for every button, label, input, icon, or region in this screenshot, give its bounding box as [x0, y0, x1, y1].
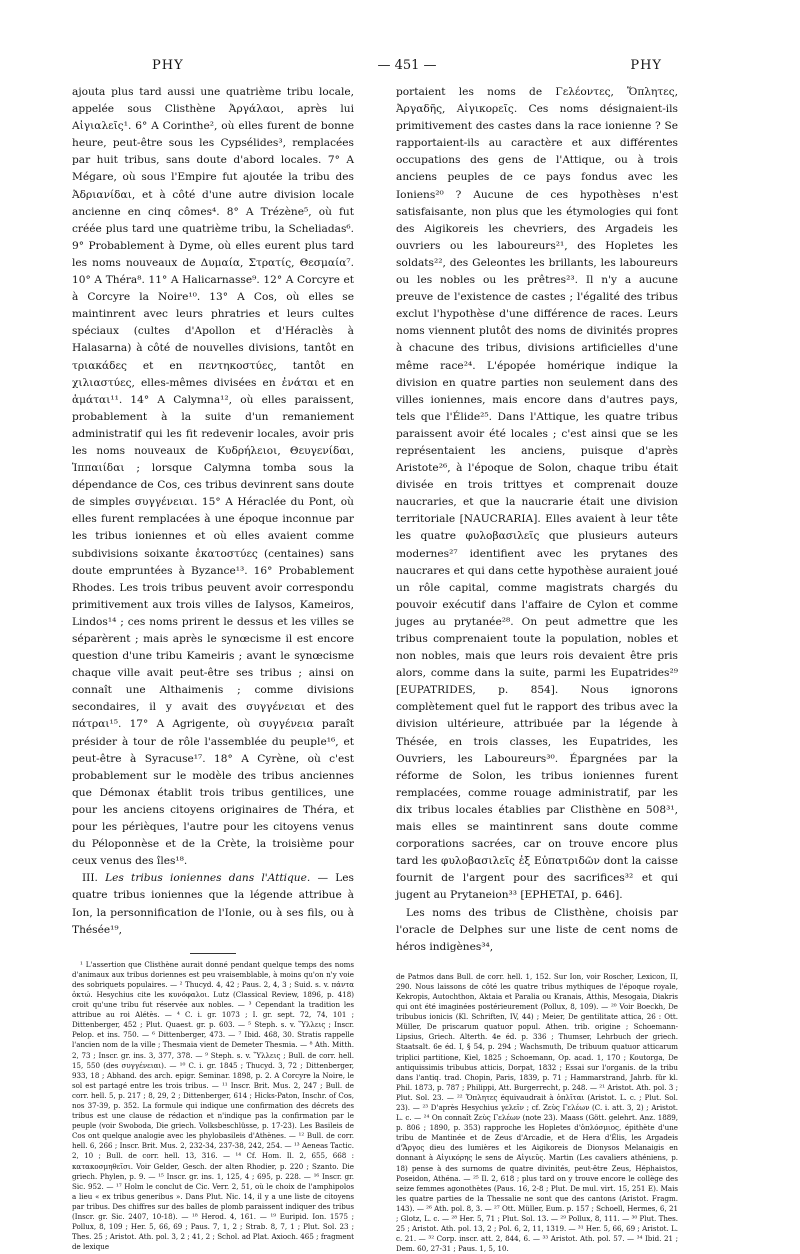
left-footnotes-text: ¹ L'assertion que Clisthène aurait donné pendant quelque temps des noms d'animaux aux tribus doriennes est peu vraisemblable, à moins qu'on n'y voie des sobriquets populaires. — ² Thucyd. 4, 42 ; Paus. 2, 4, 3 ; Suid. s. v. πάντα ὀκτώ. Hesychius cite les κυνόφαλοι. Lutz (Classical Review, 1896, p. 418) croit qu'une tribu fut réservée aux nobles. — ³ Cependant la tradition les attribue au roi Alétès. — ⁴ C. i. gr. 1073 ; I. gr. sept. 72, 74, 101 ; Dittenberger, 452 ; Plut. Quaest. gr. p. 603. — ⁵ Steph. s. v. Ὕλλεις ; Inscr. Pelop. et ins. 750. — ⁶ Dittenberger, 473. — ⁷ Ibid. 468, 30. Stratis rappelle l'ancien nom de la ville ; Thesmaia vient de Demeter Thesmia. — ⁸ Ath. Mitth. 2, 73 ; Inscr. gr. ins. 3, 377, 378. — ⁹ Steph. s. v. Ὕλλεις ; Bull. de corr. hell. 15, 550 (des συγγένειαι). — ¹⁰ C. i. gr. 1845 ; Thucyd. 3, 72 ; Dittenberger, 933, 18 ; Abhand. des arch. epigr. Seminar. 1898, p. 2. A Corcyre la Noire, le sol est partagé entre les trois tribus. — ¹¹ Inscr. Brit. Mus. 2, 247 ; Bull. de corr. hell. 5, p. 217 ; 8, 29, 2 ; Dittenberger, 614 ; Hicks-Paton, Inschr. of Cos, nos 37-39, p. 352. La formule qui indique une confirmation des décrets des tribus est une clause de rédaction et n'indique pas la confirmation par le peuple (voir Swoboda, Die griech. Volksbeschlüsse, p. 17-23). Les Basileis de Cos ont quelque analogie avec les phylobasileis d'Athènes. — ¹² Bull. de corr. hell. 6, 266 ; Inscr. Brit. Mus. 2, 232-34, 237-38, 242, 254. — ¹³ Aeneas Tactic. 2, 10 ; Bull. de corr. hell. 13, 316. — ¹⁴ Cf. Hom. Il. 2, 655, 668 : κατακοσμηθεῖσι. Voir Gelder, Gesch. der alten Rhodier, p. 220 ; Szanto. Die griech. Phylen, p. 9. — ¹⁵ Inscr. gr. ins. 1, 125, 4 ; 695, p. 228. — ¹⁶ Inscr. gr. Sic. 952. — ¹⁷ Holm le conclut de Cic. Verr. 2, 51, où le choix de l'amphipolos a lieu « ex tribus generibus ». Dans Plut. Nic. 14, il y a une liste de citoyens par tribus. Des chiffres sur des balles de plomb paraissent indiquer des tribus (Inscr. gr. Sic. 2407, 10-18). — ¹⁸ Herod. 4, 161. — ¹⁹ Euripid. Ion. 1575 ; Pollux, 8, 109 ; Her. 5, 66, 69 ; Paus. 7, 1, 2 ; Strab. 8, 7, 1 ; Plut. Sol. 23 ; Thes. 25 ; Aristot. Ath. pol. 3, 2 ; 41, 2 ; Schol. ad Plat. Axioch. 465 ; fragment de lexique: [72, 959, 354, 1252]
right-column: [396, 84, 678, 1254]
header-left-entry: PHY: [152, 58, 184, 73]
footnote-divider: [190, 953, 236, 954]
left-column: [72, 84, 354, 1252]
left-body-text: [72, 84, 354, 939]
page-number: — 451 —: [377, 58, 437, 73]
section-numeral: III.: [82, 872, 98, 885]
right-paragraph-2: Les noms des tribus de Clisthène, choisis par l'oracle de Delphes sur une liste de cent noms de héros indigènes³⁴,: [396, 906, 678, 953]
left-paragraph-2: — Les quatre tribus ioniennes que la légende attribue à Ion, la personnification de l'Ionie, ou à ses fils, ou à Thésée¹⁹,: [72, 872, 354, 936]
section-heading-line: [72, 870, 354, 938]
left-paragraph-1: ajouta plus tard aussi une quatrième tribu locale, appelée sous Clisthène Ἀργάλαοι, après lui Αἰγιαλεῖς¹. 6° A Corinthe², où elles furent de bonne heure, peut-être sous les Cypsélides³, remplacées par huit tribus, sans doute d'abord locales. 7° A Mégare, où sous l'Empire fut ajoutée la tribu des Ἀδριανίδαι, et à côté d'une autre division locale ancienne en cinq cômes⁴. 8° A Trézène⁵, où fut créée plus tard une quatrième tribu, la Scheliadas⁶. 9° Probablement à Dyme, où elles eurent plus tard les noms nouveaux de Δυμαία, Στρατίς, Θεσμαία⁷. 10° A Théra⁸. 11° A Halicarnasse⁹. 12° A Corcyre et à Corcyre la Noire¹⁰. 13° A Cos, où elles se maintinrent avec leurs phratries et leurs cultes spéciaux (cultes d'Apollon et d'Héraclès à Halasarna) à côté de nouvelles divisions, tantôt en τριακάδες et en πεντηκοστύες, tantôt en χιλιαστύες, elles-mêmes divisées en ἐνάται et en ἁμάται¹¹. 14° A Calymna¹², où elles paraissent, probablement à la suite d'un remaniement administratif qui les fit redevenir locales, avoir pris les noms nouveaux de Κυδρήλειοι, Θευγενίδαι, Ἱππαιίδαι ; lorsque Calymna tomba sous la dépendance de Cos, ces tribus devinrent sans doute de simples συγγένειαι. 15° A Héraclée du Pont, où elles furent remplacées à une époque inconnue par les tribus ioniennes et où elles avaient comme subdivisions soixante ἑκατοστύες (centaines) sans doute empruntées à Byzance¹³. 16° Probablement Rhodes. Les trois tribus peuvent avoir correspondu primitivement aux trois villes de Ialysos, Kameiros, Lindos¹⁴ ; ces noms prirent le dessus et les villes se séparèrent ; mais après le synœcisme il est encore question d'une tribu Kameiris ; avant le synœcisme chaque ville avait peut-être ses tribus ; ainsi on connaît une Althaimenis ; comme divisions secondaires, il y avait des συγγένειαι et des πάτραι¹⁵. 17° A Agrigente, où συγγένεια paraît présider à tour de rôle l'assemblée du peuple¹⁶, et peut-être à Syracuse¹⁷. 18° A Cyrène, où c'est probablement sur le modèle des tribus anciennes que Démonax établit trois tribus gentilices, une pour les anciens citoyens originaires de Théra, et pour les périèques, l'autre pour les citoyens venus du Péloponnèse et de la Crète, la troisième pour ceux venus des îles¹⁸.: [72, 86, 354, 868]
section-title: Les tribus ioniennes dans l'Attique.: [105, 872, 311, 885]
right-body-text: [396, 84, 678, 956]
header-right-entry: PHY: [630, 58, 662, 73]
right-footnotes: [396, 972, 678, 1254]
right-paragraph-1: portaient les noms de Γελέοντες, Ὅπλητες, Ἀργαδῆς, Αἰγικορεῖς. Ces noms désignaient-ils primitivement des castes dans la race ionienne ? Se rapportaient-ils au caractère et aux différentes occupations des gens de l'Attique, ou à trois anciens peuples de ce pays fondus avec les Ioniens²⁰ ? Aucune de ces hypothèses n'est satisfaisante, non plus que les étymologies qui font des Aigikoreis les chevriers, des Argadeis les ouvriers ou les laboureurs²¹, des Hopletes les soldats²², des Geleontes les brillants, les laboureurs ou les nobles ou les prêtres²³. Il n'y a aucune preuve de l'existence de castes ; l'égalité des tribus exclut l'hypothèse d'une différence de races. Leurs noms viennent plutôt des noms de divinités propres à chacune des tribus, divisions artificielles d'une même race²⁴. L'épopée homérique indique la division en quatre parties non seulement dans des villes ioniennes, mais encore dans d'autres pays, tels que l'Élide²⁵. Dans l'Attique, les quatre tribus paraissent avoir été locales ; c'est ainsi que se les représentaient les anciens, puisque d'après Aristote²⁶, à l'époque de Solon, chaque tribu était divisée en trois trittyes et comprenait douze naucraries, et que la naucrarie était une division territoriale [NAUCRARIA]. Elles avaient à leur tête les quatre φυλοβασιλεῖς que plusieurs auteurs modernes²⁷ identifient avec les prytanes des naucrares et qui dans cette hypothèse auraient joué un rôle capital, comme magistrats chargés du pouvoir exécutif dans l'affaire de Cylon et comme juges au prytanée²⁸. On peut admettre que les tribus comprenaient toute la population, nobles et non nobles, mais que leurs rois devaient être pris alors, comme dans la suite, parmi les Eupatrides²⁹ [EUPATRIDES, p. 854]. Nous ignorons complètement quel fut le rapport des tribus avec la division ultérieure, attribuée par la légende à Thésée, en trois classes, les Eupatrides, les Ouvriers, les Laboureurs³⁰. Épargnées par la réforme de Solon, les tribus ioniennes furent remplacées, comme rouage administratif, par les dix tribus locales établies par Clisthène en 508³¹, mais elles se maintinrent sans doute comme corporations sacrées, car on trouve encore plus tard les φυλοβασιλεῖς ἐξ Εὐπατριδῶν dont la caisse fournit de l'argent pour des sacrifices³² et qui jugent au Prytaneion³³ [EPHETAI, p. 646].: [396, 86, 678, 902]
left-footnotes: [72, 953, 354, 1253]
right-footnotes-text: de Patmos dans Bull. de corr. hell. 1, 152. Sur Ion, voir Roscher, Lexicon, II, 290. Nous laissons de côté les quatre tribus mythiques de l'époque royale, Kekropis, Autochthon, Aktaia et Paralia ou Kranais, Atthis, Mesogaia, Diakris qui ont été imaginées postérieurement (Pollux, 8, 109). — ²⁰ Voir Boeckh, De tribubus ionicis (Kl. Schriften, IV, 44) ; Meier, De gentilitate attica, 26 : Ott. Müller, De priscarum quatuor popul. Athen. trib. origine ; Schoemann-Lipsius, Griech. Alterth. 4e éd. p. 336 ; Thumser, Lehrbuch der griech. Staatsalt. 6e éd. I, § 54, p. 294 ; Wachsmuth, De tribuum quatuor atticarum triplici partitione, Kiel, 1825 ; Schoemann, Op. acad. 1, 170 ; Koutorga, De antiquissimis tribubus atticis, Dorpat, 1832 ; Essai sur l'organis. de la tribu dans l'antiq. trad. Chopin, Paris, 1839, p. 71 ; Hammarstrand, Jahrb. für kl. Phil. 1873, p. 787 ; Philippi, Att. Burgerrecht, p. 248. — ²¹ Aristot. Ath. pol. 3 ; Plut. Sol. 23. — ²² Ὅπλητες équivaudrait à ὁπλῖται (Aristot. L. c. ; Plut. Sol. 23). — ²³ D'après Hesychius γελεῖν ; cf. Ζεὺς Γελέων (C. i. att. 3, 2) ; Aristot. L. c. — ²⁴ On connaît Ζεὺς Γελέων (note 23). Maass (Gött. gelehrt. Anz. 1889, p. 806 ; 1890, p. 353) rapproche les Hopletes d'ὁπλόσμιος, épithète d'une tribu de Mantinée et de Zeus d'Arcadie, et de Hera d'Élis, les Argadeis d'Ἄργος dieu des lumières et les Aigikoreis de Dionysos Melanaigis en donnant à Αἰγικόρης le sens de Αἰγιεῦς. Martin (Les cavaliers athéniens, p. 18) pense à des surnoms de quatre divinités, peut-être Zeus, Héphaistos, Poseidon, Athéna. — ²⁵ Il. 2, 618 ; plus tard on y trouve encore le collège des seize femmes agonothètes (Paus. 16, 2-8 ; Plut. De mul. virt. 15, 251 E). Mais les quatre parties de la Thessalie ne sont que des cantons (Aristot. Fragm. 143). — ²⁶ Ath. pol. 8, 3. — ²⁷ Ott. Müller, Eum. p. 157 ; Schoell, Hermes, 6, 21 ; Glotz, L. c. — ²⁸ Her. 5, 71 ; Plut. Sol. 13. — ²⁹ Pollux, 8, 111. — ³⁰ Plut. Thes. 25 ; Aristot. Ath. pol. 13, 2 ; Pol. 6, 2, 11, 1319. — ³¹ Her. 5, 66, 69 ; Aristot. L. c. 21. — ³² Corp. inscr. att. 2, 844, 6. — ³³ Aristot. Ath. pol. 57. — ³⁴ Ibid. 21 ; Dem. 60, 27-31 ; Paus. 1, 5, 10.: [396, 971, 678, 1254]
running-header: [152, 58, 662, 80]
